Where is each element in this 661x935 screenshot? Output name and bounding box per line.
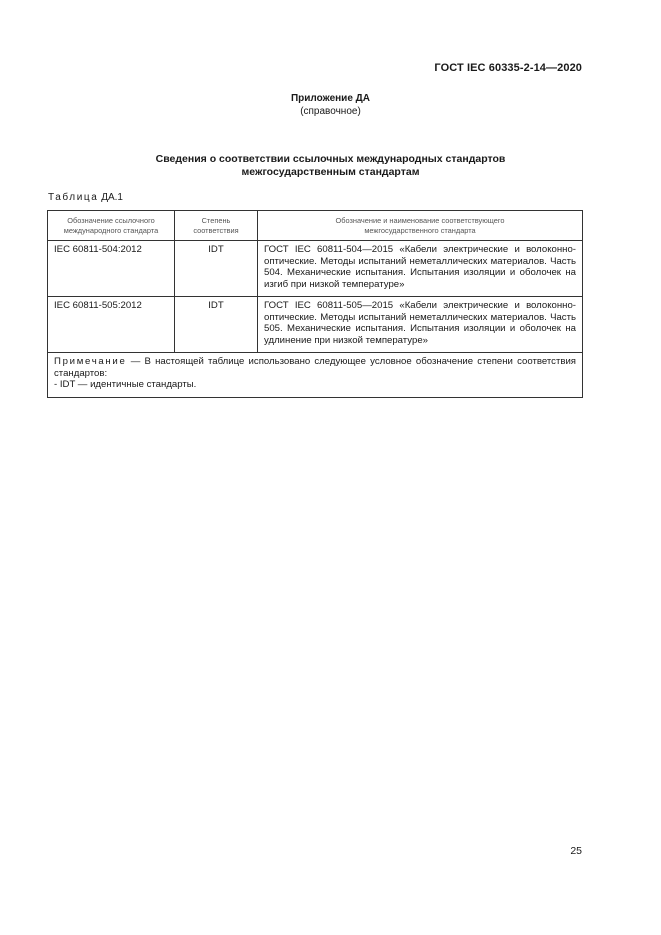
correspondence-table (47, 210, 583, 398)
row-standard-title: ГОСТ IEC 60811-505—2015 «Кабели электрические и волоконно-оптические. Методы испытаний неметаллических материалов. Часть 505. Механические испытания. Испытания изоляции и оболочек на удлинение при низкой температуре» (258, 297, 583, 353)
header-degree (175, 211, 258, 241)
annex-title: Приложение ДА (290, 93, 371, 104)
document-code: ГОСТ IEC 60335-2-14—2020 (434, 62, 582, 74)
row-standard-title: ГОСТ IEC 60811-504—2015 «Кабели электрические и волоконно-оптические. Методы испытаний неметаллических материалов. Часть 504. Механические испытания. Испытания изоляции и оболочек на изгиб при низкой температуре» (258, 241, 583, 297)
annex-subtitle: (справочное) (300, 106, 361, 117)
table-note (48, 353, 583, 398)
section-heading-line-2: межгосударственным стандартам (241, 166, 420, 178)
row-degree: IDT (175, 297, 258, 353)
header-col2-line2: соответствия (193, 226, 239, 235)
header-international-standard (48, 211, 175, 241)
header-col1-line1: Обозначение ссылочного (67, 216, 155, 225)
table-caption-number: ДА.1 (101, 192, 123, 203)
table-caption (48, 192, 123, 203)
header-col2-line1: Степень (201, 216, 231, 225)
header-col3-line1: Обозначение и наименование соответствующего (335, 216, 505, 225)
annex-heading (0, 92, 661, 118)
note-item: - IDT — идентичные стандарты. (54, 379, 197, 390)
header-col3-line2: межгосударственного стандарта (364, 226, 476, 235)
table-header-row (48, 211, 583, 241)
row-code: IEC 60811-504:2012 (48, 241, 175, 297)
header-interstate-standard (258, 211, 583, 241)
row-code: IEC 60811-505:2012 (48, 297, 175, 353)
section-heading-line-1: Сведения о соответствии ссылочных международных стандартов (155, 153, 506, 165)
row-degree: IDT (175, 241, 258, 297)
header-col1-line2: международного стандарта (63, 226, 159, 235)
note-label: Примечание (54, 356, 127, 367)
note-text: — В настоящей таблице использовано следующее условное обозначение степени соответствия стандартов: (54, 356, 576, 379)
section-heading (0, 153, 661, 179)
table-row (48, 297, 583, 353)
table-caption-word: Таблица (48, 192, 99, 203)
table-row (48, 241, 583, 297)
table-note-row (48, 353, 583, 398)
note-paragraph (54, 356, 576, 379)
page-number: 25 (570, 845, 582, 857)
